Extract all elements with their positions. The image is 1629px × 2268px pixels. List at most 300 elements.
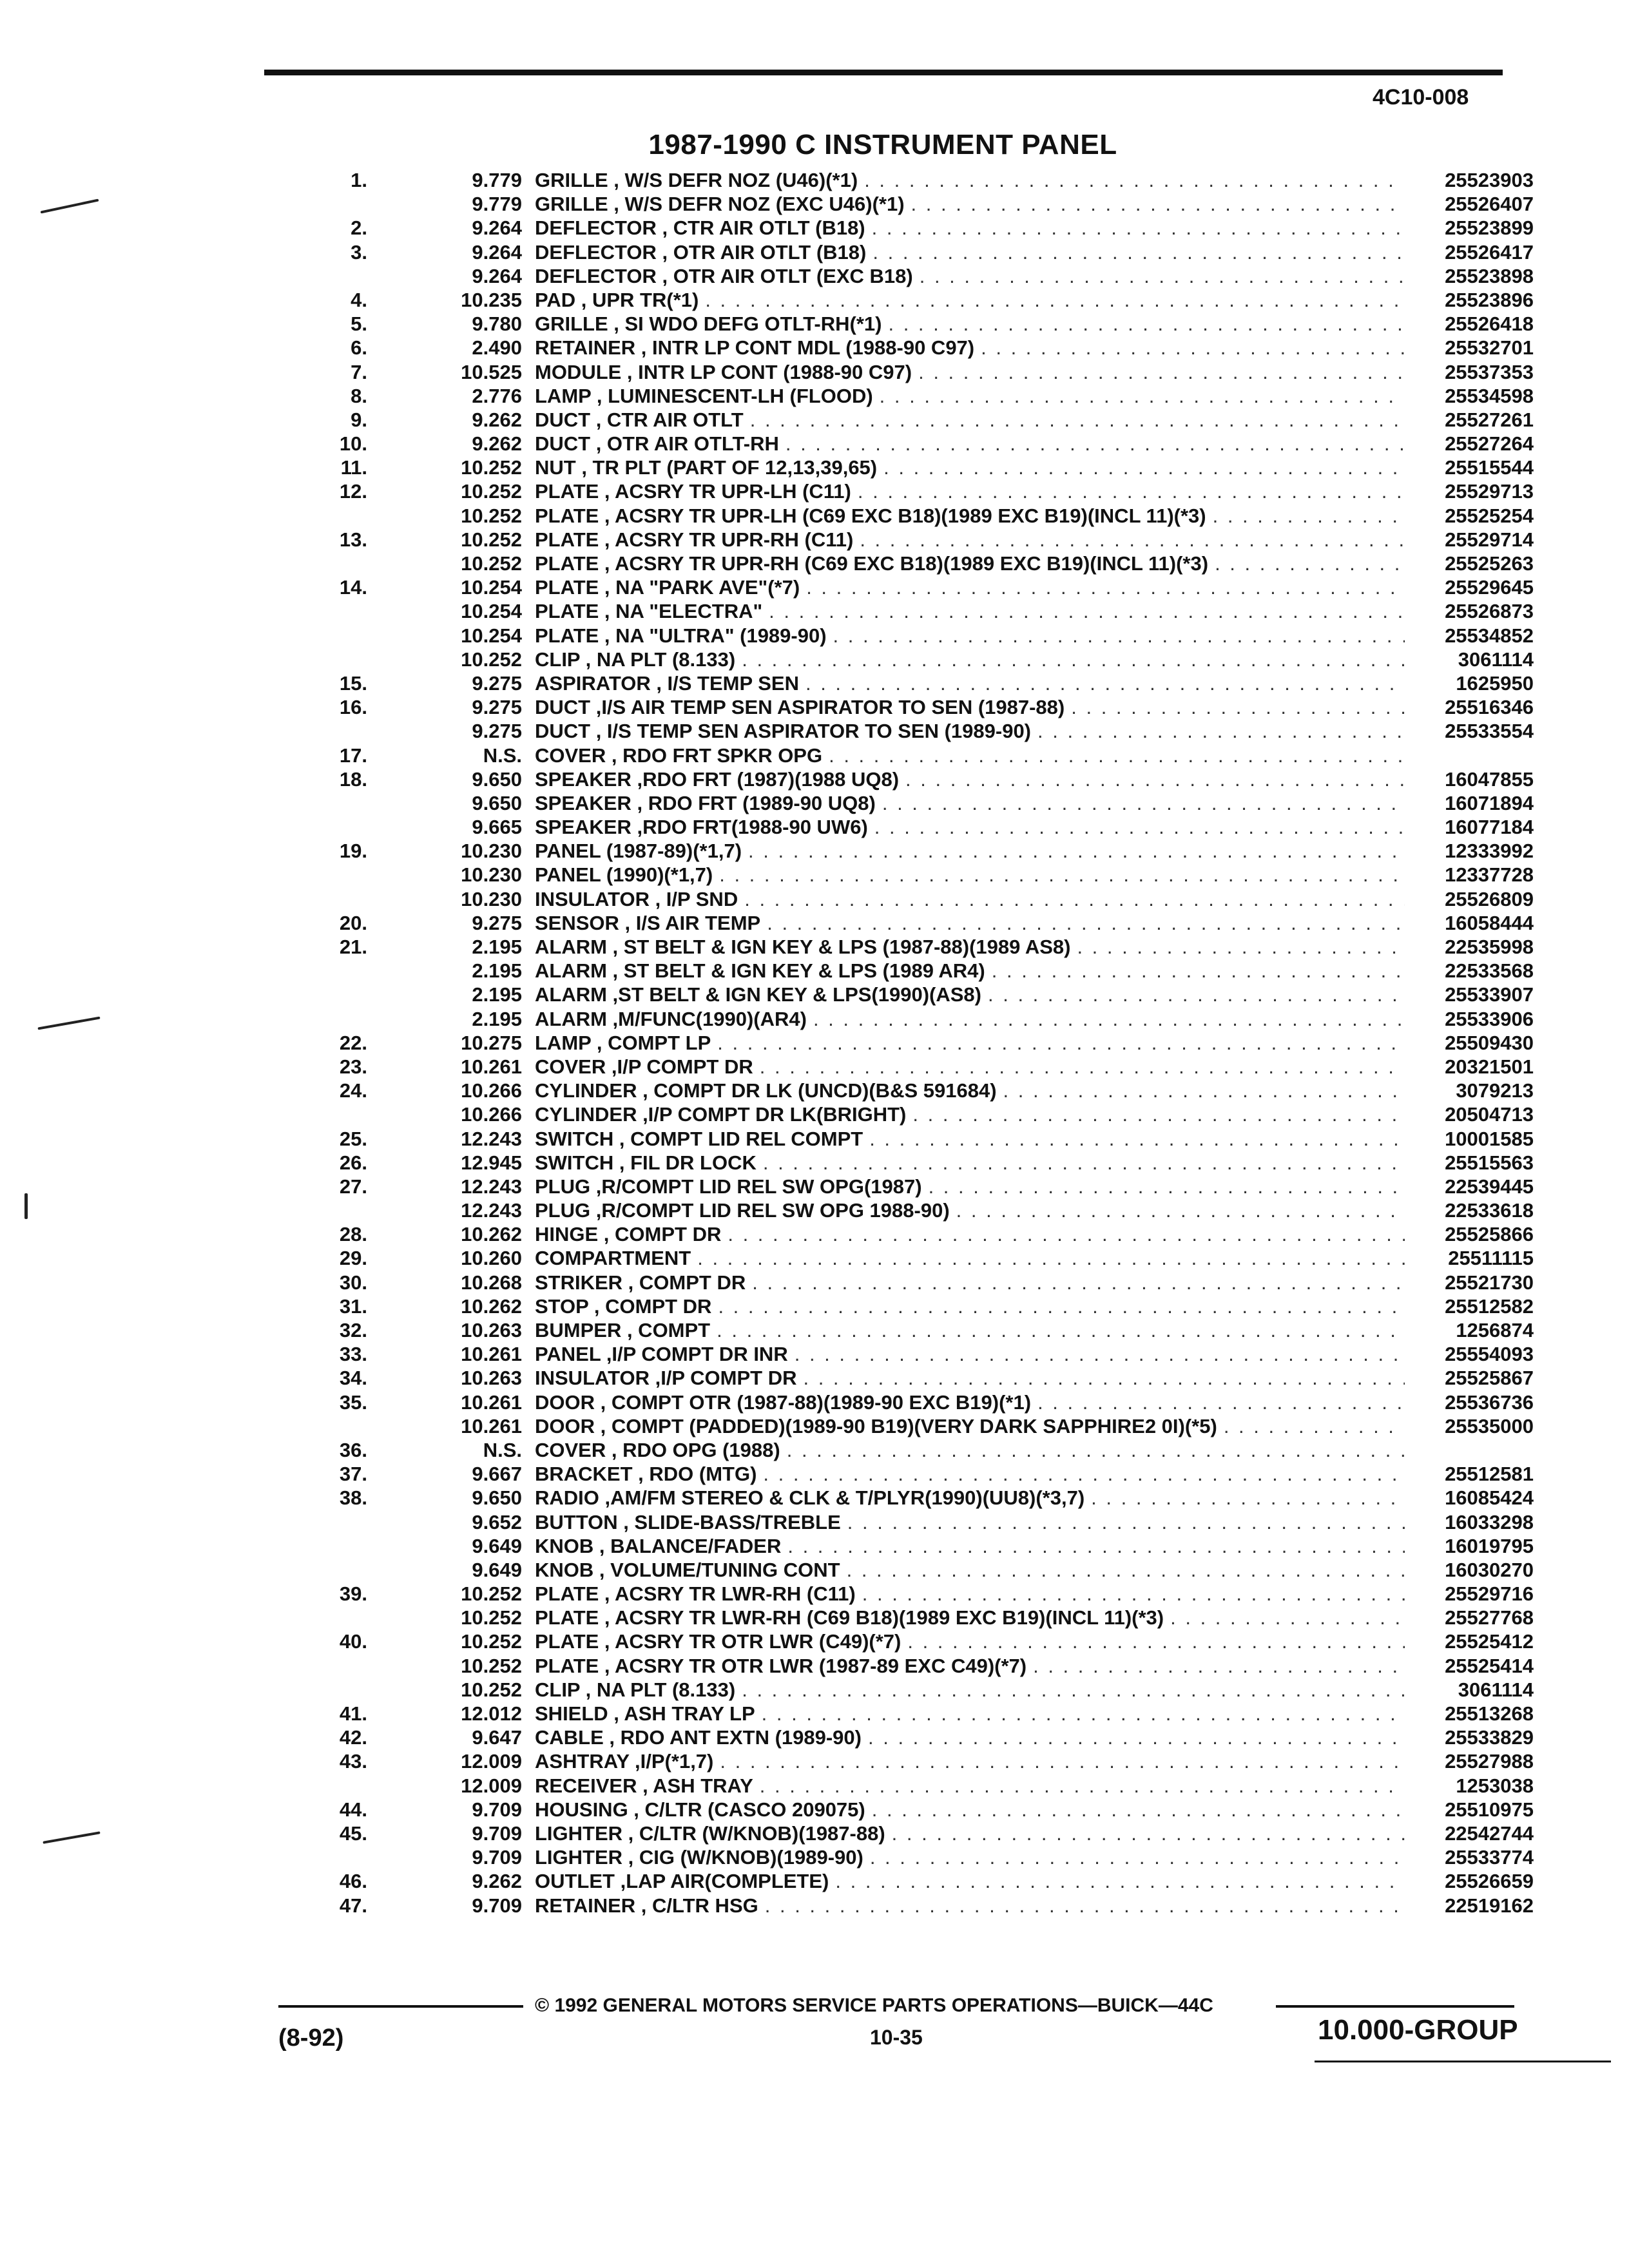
part-description-cell xyxy=(522,1223,1405,1246)
part-description-cell xyxy=(522,1103,1405,1126)
part-description-cell xyxy=(522,1630,1405,1653)
part-callout-number: 42. xyxy=(339,1726,367,1749)
part-row xyxy=(296,312,1534,336)
part-group-number: 12.012 xyxy=(461,1702,522,1725)
part-description: PLATE , NA "ULTRA" (1989-90) xyxy=(535,624,827,647)
part-group-number: 10.261 xyxy=(461,1343,522,1366)
part-group-number: 10.252 xyxy=(461,1582,522,1606)
part-group-number: 9.709 xyxy=(472,1821,522,1845)
part-group-number: 2.195 xyxy=(472,983,522,1006)
part-group-number: 2.195 xyxy=(472,936,522,958)
part-row xyxy=(296,863,1534,887)
part-group-number: 9.649 xyxy=(472,1534,522,1557)
part-callout-number: 46. xyxy=(339,1870,367,1893)
part-group-number: 10.254 xyxy=(461,576,522,599)
dot-leader xyxy=(1206,505,1405,528)
dot-leader xyxy=(899,768,1405,791)
part-description: SENSOR , I/S AIR TEMP xyxy=(535,911,761,934)
part-callout-number: 35. xyxy=(339,1390,367,1414)
dot-leader xyxy=(841,1511,1405,1534)
part-description: PAD , UPR TR(*1) xyxy=(535,288,699,311)
part-description-cell xyxy=(522,289,1405,312)
part-number: 25529713 xyxy=(1445,480,1534,503)
part-description: MODULE , INTR LP CONT (1988-90 C97) xyxy=(535,360,912,383)
part-row xyxy=(296,216,1534,240)
part-row xyxy=(296,1439,1534,1463)
dot-leader xyxy=(974,336,1405,360)
part-number: 25525866 xyxy=(1445,1223,1534,1246)
part-number: 25526873 xyxy=(1445,600,1534,623)
dot-leader xyxy=(873,385,1405,408)
footer-page-number: 10-35 xyxy=(870,2026,923,2049)
part-description: LIGHTER , C/LTR (W/KNOB)(1987-88) xyxy=(535,1821,885,1845)
part-row xyxy=(296,1894,1534,1918)
part-callout-number: 15. xyxy=(339,671,367,695)
dot-leader xyxy=(1084,1486,1405,1510)
page-title: 1987-1990 C INSTRUMENT PANEL xyxy=(648,129,1117,160)
part-description: PLATE , ACSRY TR UPR-RH (C69 EXC B18)(1989 EXC B19)(INCL 11)(*3) xyxy=(535,552,1209,575)
part-description: PLATE , ACSRY TR UPR-LH (C11) xyxy=(535,480,851,503)
part-number: 25532701 xyxy=(1445,336,1534,360)
part-callout-number: 7. xyxy=(351,360,367,383)
dot-leader xyxy=(981,983,1405,1006)
page-code: 4C10-008 xyxy=(1373,85,1469,110)
part-description-cell xyxy=(522,1415,1405,1438)
part-callout-number: 45. xyxy=(339,1821,367,1845)
part-row xyxy=(296,1655,1534,1678)
part-description-cell xyxy=(522,648,1405,671)
part-description: PLATE , NA "PARK AVE"(*7) xyxy=(535,576,800,599)
part-number: 25516346 xyxy=(1445,696,1534,719)
part-group-number: 9.709 xyxy=(472,1894,522,1917)
part-callout-number: 34. xyxy=(339,1367,367,1390)
part-row xyxy=(296,1223,1534,1247)
part-number: 25526417 xyxy=(1445,240,1534,264)
part-group-number: 10.230 xyxy=(461,887,522,910)
part-description-cell xyxy=(522,1655,1405,1678)
part-description-cell xyxy=(522,600,1405,623)
part-description: GRILLE , W/S DEFR NOZ (U46)(*1) xyxy=(535,169,858,191)
part-number: 25533906 xyxy=(1445,1007,1534,1030)
part-row xyxy=(296,289,1534,312)
part-number: 20321501 xyxy=(1445,1055,1534,1078)
part-callout-number: 44. xyxy=(339,1798,367,1821)
part-number: 25529714 xyxy=(1445,528,1534,551)
part-callout-number: 37. xyxy=(339,1463,367,1486)
part-description-cell xyxy=(522,265,1405,288)
part-row xyxy=(296,1079,1534,1103)
part-row xyxy=(296,1463,1534,1486)
part-row xyxy=(296,983,1534,1007)
part-row xyxy=(296,912,1534,936)
part-row xyxy=(296,672,1534,696)
part-row xyxy=(296,408,1534,432)
part-row xyxy=(296,1750,1534,1774)
part-row xyxy=(296,1128,1534,1151)
part-group-number: 10.525 xyxy=(461,360,522,383)
part-number: 25515563 xyxy=(1445,1151,1534,1174)
dot-leader xyxy=(1217,1415,1405,1438)
part-callout-number: 8. xyxy=(351,384,367,407)
part-description-cell xyxy=(522,888,1405,911)
part-group-number: 2.776 xyxy=(472,384,522,407)
part-number: 22533618 xyxy=(1445,1199,1534,1222)
part-callout-number: 40. xyxy=(339,1630,367,1653)
part-number: 25509430 xyxy=(1445,1031,1534,1054)
dot-leader xyxy=(862,1726,1405,1749)
part-callout-number: 41. xyxy=(339,1702,367,1725)
dot-leader xyxy=(1065,696,1405,719)
dot-leader xyxy=(744,408,1405,432)
part-callout-number: 39. xyxy=(339,1582,367,1606)
part-group-number: 10.230 xyxy=(461,863,522,887)
part-row xyxy=(296,169,1534,193)
part-number: 16071894 xyxy=(1445,791,1534,814)
part-description-cell xyxy=(522,1702,1405,1725)
part-number: 3061114 xyxy=(1458,1678,1534,1701)
dot-leader xyxy=(868,816,1405,839)
part-group-number: 10.262 xyxy=(461,1294,522,1318)
dot-leader xyxy=(906,1103,1405,1126)
part-callout-number: 47. xyxy=(339,1894,367,1917)
part-callout-number: 10. xyxy=(339,432,367,456)
part-callout-number: 4. xyxy=(351,288,367,311)
part-description: PLATE , ACSRY TR LWR-RH (C11) xyxy=(535,1582,856,1606)
part-group-number: 10.252 xyxy=(461,648,522,671)
part-group-number: 9.780 xyxy=(472,312,522,336)
part-group-number: 10.252 xyxy=(461,552,522,575)
part-number: 25527768 xyxy=(1445,1606,1534,1629)
part-number: 25534852 xyxy=(1445,624,1534,647)
part-row xyxy=(296,336,1534,360)
part-description-cell xyxy=(522,720,1405,743)
part-row xyxy=(296,1199,1534,1223)
part-number: 25526418 xyxy=(1445,312,1534,336)
part-description-cell xyxy=(522,1295,1405,1318)
part-callout-number: 24. xyxy=(339,1079,367,1102)
part-description-cell xyxy=(522,696,1405,719)
part-group-number: 10.268 xyxy=(461,1271,522,1294)
part-callout-number: 23. xyxy=(339,1055,367,1078)
part-number: 25523903 xyxy=(1445,169,1534,191)
part-group-number: 12.009 xyxy=(461,1750,522,1773)
part-row xyxy=(296,1247,1534,1271)
part-group-number: 9.264 xyxy=(472,264,522,287)
part-description-cell xyxy=(522,361,1405,384)
part-group-number: 10.252 xyxy=(461,504,522,527)
part-description-cell xyxy=(522,792,1405,815)
dot-leader xyxy=(735,648,1405,671)
part-description-cell xyxy=(522,912,1405,935)
part-callout-number: 25. xyxy=(339,1127,367,1150)
dot-leader xyxy=(713,863,1405,887)
footer-rule-left xyxy=(278,2005,523,2008)
part-number: 1625950 xyxy=(1456,671,1534,695)
part-row xyxy=(296,1774,1534,1798)
part-row xyxy=(296,265,1534,289)
dot-leader xyxy=(758,1894,1405,1917)
dot-leader xyxy=(713,1750,1405,1773)
dot-leader xyxy=(1031,1391,1405,1414)
dot-leader xyxy=(858,169,1405,192)
part-callout-number: 14. xyxy=(339,576,367,599)
dot-leader xyxy=(757,1151,1405,1175)
part-group-number: N.S. xyxy=(483,1438,522,1461)
part-description: PLUG ,R/COMPT LID REL SW OPG(1987) xyxy=(535,1175,922,1198)
part-number: 25511115 xyxy=(1448,1247,1534,1270)
dot-leader xyxy=(827,624,1405,648)
part-description: PLATE , ACSRY TR UPR-RH (C11) xyxy=(535,528,854,551)
dot-leader xyxy=(997,1079,1405,1102)
footer-group: 10.000-GROUP xyxy=(1318,2014,1518,2046)
part-description: SPEAKER ,RDO FRT(1988-90 UW6) xyxy=(535,816,868,839)
part-group-number: 10.260 xyxy=(461,1247,522,1270)
part-description-cell xyxy=(522,1606,1405,1629)
part-description-cell xyxy=(522,1391,1405,1414)
part-description: COVER ,I/P COMPT DR xyxy=(535,1055,753,1078)
part-row xyxy=(296,696,1534,720)
dot-leader xyxy=(851,480,1405,503)
part-number: 3061114 xyxy=(1458,648,1534,671)
part-group-number: 10.263 xyxy=(461,1367,522,1390)
footer-rule-right xyxy=(1276,2005,1514,2008)
footer-revision-date: (8-92) xyxy=(278,2024,344,2052)
part-group-number: 10.252 xyxy=(461,480,522,503)
dot-leader xyxy=(985,959,1405,983)
dot-leader xyxy=(753,1055,1405,1079)
part-number: 25525263 xyxy=(1445,552,1534,575)
part-group-number: 10.252 xyxy=(461,1630,522,1653)
part-description: CYLINDER , COMPT DR LK (UNCD)(B&S 591684) xyxy=(535,1079,997,1102)
parts-list xyxy=(296,169,1534,1918)
part-row xyxy=(296,1486,1534,1510)
part-description: CABLE , RDO ANT EXTN (1989-90) xyxy=(535,1726,862,1749)
part-callout-number: 21. xyxy=(339,936,367,958)
part-row xyxy=(296,1678,1534,1702)
part-description-cell xyxy=(522,456,1405,479)
part-number: 25513268 xyxy=(1445,1702,1534,1725)
dot-leader xyxy=(753,1774,1405,1798)
part-description-cell xyxy=(522,1247,1405,1270)
dot-leader xyxy=(760,912,1405,935)
margin-mark xyxy=(37,1017,100,1030)
part-row xyxy=(296,1103,1534,1127)
part-row xyxy=(296,552,1534,576)
part-number: 25525867 xyxy=(1445,1367,1534,1390)
part-callout-number: 22. xyxy=(339,1031,367,1054)
part-row xyxy=(296,432,1534,456)
dot-leader xyxy=(865,216,1405,240)
part-row xyxy=(296,1822,1534,1846)
part-number: 16033298 xyxy=(1445,1510,1534,1533)
part-description-cell xyxy=(522,528,1405,552)
part-description: INSULATOR , I/P SND xyxy=(535,887,738,910)
part-callout-number: 33. xyxy=(339,1343,367,1366)
part-row xyxy=(296,1367,1534,1390)
part-group-number: 10.230 xyxy=(461,840,522,863)
part-row xyxy=(296,1846,1534,1870)
dot-leader xyxy=(865,1798,1405,1821)
dot-leader xyxy=(711,1295,1405,1318)
part-number: 25526659 xyxy=(1445,1870,1534,1893)
part-number: 16019795 xyxy=(1445,1534,1534,1557)
part-number: 25527261 xyxy=(1445,408,1534,431)
part-description-cell xyxy=(522,1486,1405,1510)
part-group-number: 10.266 xyxy=(461,1103,522,1126)
part-description-cell xyxy=(522,1439,1405,1462)
part-description-cell xyxy=(522,1846,1405,1869)
part-description: SHIELD , ASH TRAY LP xyxy=(535,1702,755,1725)
dot-leader xyxy=(882,312,1405,336)
part-group-number: 12.243 xyxy=(461,1127,522,1150)
part-description: PLATE , NA "ELECTRA" xyxy=(535,600,763,623)
part-row xyxy=(296,600,1534,624)
part-description-cell xyxy=(522,1343,1405,1366)
dot-leader xyxy=(876,792,1405,815)
part-number: 25533554 xyxy=(1445,720,1534,743)
dot-leader xyxy=(711,1032,1405,1055)
part-description: CLIP , NA PLT (8.133) xyxy=(535,648,736,671)
part-callout-number: 18. xyxy=(339,767,367,791)
dot-leader xyxy=(922,1175,1405,1198)
part-number: 16058444 xyxy=(1445,911,1534,934)
dot-leader xyxy=(800,576,1405,599)
part-number: 25533774 xyxy=(1445,1846,1534,1869)
part-row xyxy=(296,1535,1534,1559)
part-description: GRILLE , W/S DEFR NOZ (EXC U46)(*1) xyxy=(535,193,905,216)
part-description-cell xyxy=(522,193,1405,216)
dot-leader xyxy=(780,1439,1405,1462)
part-number: 25515544 xyxy=(1445,456,1534,479)
dot-leader xyxy=(863,1128,1405,1151)
part-group-number: 2.195 xyxy=(472,1007,522,1030)
part-group-number: 10.235 xyxy=(461,288,522,311)
part-description-cell xyxy=(522,408,1405,432)
part-description-cell xyxy=(522,1055,1405,1079)
part-description-cell xyxy=(522,432,1405,456)
part-description: DOOR , COMPT OTR (1987-88)(1989-90 EXC B19)(*1) xyxy=(535,1390,1032,1414)
part-number: 25510975 xyxy=(1445,1798,1534,1821)
dot-leader xyxy=(885,1822,1405,1845)
part-description-cell xyxy=(522,216,1405,240)
part-row xyxy=(296,1319,1534,1343)
part-description: CLIP , NA PLT (8.133) xyxy=(535,1678,736,1701)
part-number: 1256874 xyxy=(1456,1319,1534,1341)
part-number: 25533829 xyxy=(1445,1726,1534,1749)
part-row xyxy=(296,1271,1534,1295)
part-group-number: 9.652 xyxy=(472,1510,522,1533)
part-group-number: 10.275 xyxy=(461,1031,522,1054)
part-callout-number: 11. xyxy=(340,456,367,479)
part-callout-number: 9. xyxy=(351,408,367,431)
part-number: 12337728 xyxy=(1445,863,1534,887)
part-row xyxy=(296,744,1534,768)
part-number: 25526809 xyxy=(1445,887,1534,910)
dot-leader xyxy=(1208,552,1405,575)
part-description: ALARM , ST BELT & IGN KEY & LPS (1987-88)(1989 AS8) xyxy=(535,936,1071,958)
part-description-cell xyxy=(522,480,1405,503)
part-group-number: 9.650 xyxy=(472,767,522,791)
part-callout-number: 30. xyxy=(339,1271,367,1294)
part-callout-number: 20. xyxy=(339,911,367,934)
part-group-number: 9.262 xyxy=(472,432,522,456)
part-description: STRIKER , COMPT DR xyxy=(535,1271,746,1294)
dot-leader xyxy=(742,840,1405,863)
part-group-number: 9.262 xyxy=(472,1870,522,1893)
part-callout-number: 5. xyxy=(351,312,367,336)
part-row xyxy=(296,720,1534,744)
footer-copyright: © 1992 GENERAL MOTORS SERVICE PARTS OPERATIONS—BUICK—44C xyxy=(535,1995,1213,2016)
part-description: DUCT , CTR AIR OTLT xyxy=(535,408,744,431)
part-group-number: 2.195 xyxy=(472,959,522,983)
part-row xyxy=(296,1343,1534,1367)
part-description: DEFLECTOR , OTR AIR OTLT (EXC B18) xyxy=(535,264,913,287)
part-number: 25521730 xyxy=(1445,1271,1534,1294)
part-description-cell xyxy=(522,1559,1405,1582)
part-description: BUMPER , COMPT xyxy=(535,1319,711,1341)
part-description: PANEL (1990)(*1,7) xyxy=(535,863,713,887)
dot-leader xyxy=(691,1247,1405,1270)
part-description-cell xyxy=(522,1678,1405,1702)
part-description: BRACKET , RDO (MTG) xyxy=(535,1463,757,1486)
part-callout-number: 19. xyxy=(339,840,367,863)
dot-leader xyxy=(863,1846,1405,1869)
part-description-cell xyxy=(522,1582,1405,1606)
part-group-number: 10.254 xyxy=(461,600,522,623)
part-description: BUTTON , SLIDE-BASS/TREBLE xyxy=(535,1510,841,1533)
part-row xyxy=(296,1582,1534,1606)
dot-leader xyxy=(781,1535,1405,1558)
part-group-number: 10.262 xyxy=(461,1223,522,1246)
dot-leader xyxy=(788,1343,1405,1366)
part-group-number: 9.264 xyxy=(472,240,522,264)
part-callout-number: 17. xyxy=(339,744,367,767)
part-description: PLATE , ACSRY TR UPR-LH (C69 EXC B18)(1989 EXC B19)(INCL 11)(*3) xyxy=(535,504,1206,527)
part-callout-number: 43. xyxy=(339,1750,367,1773)
part-row xyxy=(296,505,1534,528)
part-number: 25527988 xyxy=(1445,1750,1534,1773)
part-number: 25523899 xyxy=(1445,216,1534,240)
part-description-cell xyxy=(522,1367,1405,1390)
part-description: NUT , TR PLT (PART OF 12,13,39,65) xyxy=(535,456,878,479)
part-description: GRILLE , SI WDO DEFG OTLT-RH(*1) xyxy=(535,312,882,336)
part-description-cell xyxy=(522,552,1405,575)
dot-leader xyxy=(853,528,1405,552)
part-description: ASHTRAY ,I/P(*1,7) xyxy=(535,1750,714,1773)
part-description: INSULATOR ,I/P COMPT DR xyxy=(535,1367,797,1390)
part-group-number: 9.779 xyxy=(472,169,522,191)
part-number: 25512582 xyxy=(1445,1294,1534,1318)
part-description-cell xyxy=(522,959,1405,983)
dot-leader xyxy=(762,600,1405,623)
part-group-number: 9.262 xyxy=(472,408,522,431)
dot-leader xyxy=(710,1319,1405,1342)
part-description: DEFLECTOR , CTR AIR OTLT (B18) xyxy=(535,216,865,240)
part-number: 25527264 xyxy=(1445,432,1534,456)
part-row xyxy=(296,1295,1534,1319)
part-group-number: 10.252 xyxy=(461,1678,522,1701)
part-callout-number: 38. xyxy=(339,1486,367,1510)
part-row xyxy=(296,1511,1534,1535)
part-description-cell xyxy=(522,744,1405,767)
dot-leader xyxy=(840,1559,1405,1582)
part-description: ALARM ,M/FUNC(1990)(AR4) xyxy=(535,1007,807,1030)
part-description: HINGE , COMPT DR xyxy=(535,1223,722,1246)
part-description-cell xyxy=(522,672,1405,695)
part-row xyxy=(296,1032,1534,1055)
part-group-number: 10.261 xyxy=(461,1414,522,1437)
part-description: DUCT , OTR AIR OTLT-RH xyxy=(535,432,779,456)
